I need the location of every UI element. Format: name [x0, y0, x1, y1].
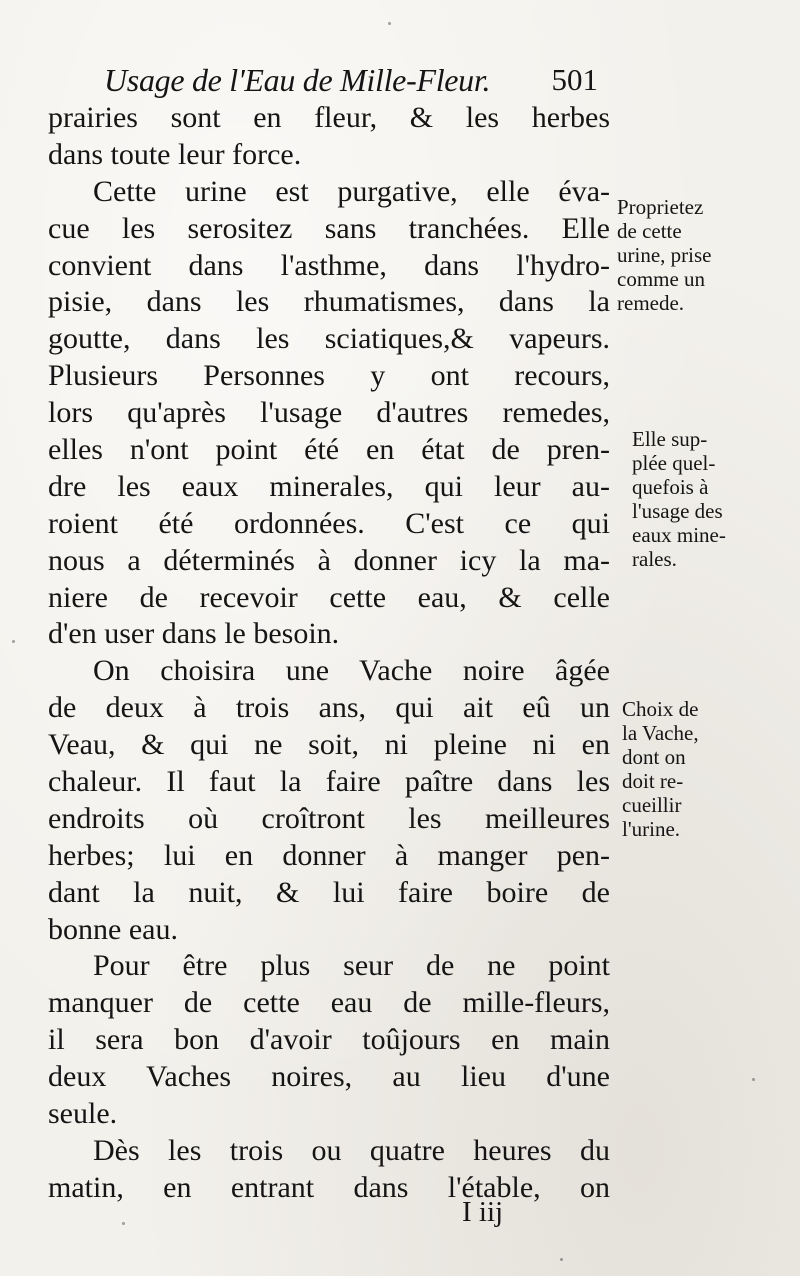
text-line: il sera bon d'avoir toûjours en main [48, 1023, 610, 1057]
margin-note-supplee [632, 427, 772, 571]
paper-speck [12, 640, 15, 643]
margin-note-line: comme un [617, 267, 706, 291]
text-line: Veau, & qui ne soit, ni pleine ni en [48, 728, 610, 762]
text-line: dans toute leur force. [48, 137, 302, 171]
margin-note-line: cueillir [622, 793, 682, 817]
text-line: Plusieurs Personnes y ont recours, [48, 359, 610, 393]
margin-note-proprietez [617, 195, 757, 315]
paper-speck [752, 1078, 755, 1081]
text-line: Pour être plus seur de ne point [93, 949, 610, 983]
text-line: elles n'ont point été en état de pren- [48, 433, 610, 467]
body-text [48, 100, 610, 1207]
text-line: niere de recevoir cette eau, & celle [48, 580, 610, 614]
margin-note-line: plée quel- [632, 451, 716, 475]
text-line: dre les eaux minerales, qui leur au- [48, 469, 610, 503]
margin-note-line: rales. [632, 547, 677, 571]
text-line: d'en user dans le besoin. [48, 617, 340, 651]
signature-mark: I iij [462, 1196, 504, 1228]
text-line: lors qu'après l'usage d'autres remedes, [48, 396, 610, 430]
text-line: chaleur. Il faut la faire paître dans les [48, 765, 610, 799]
paper-speck [388, 22, 391, 25]
text-line: bonne eau. [48, 912, 178, 946]
margin-note-line: doit re- [622, 769, 684, 793]
text-line: herbes; lui en donner à manger pen- [48, 838, 610, 872]
margin-note-line: de cette [617, 219, 682, 243]
margin-note-line: dont on [622, 745, 686, 769]
text-line: goutte, dans les sciatiques,& vapeurs. [48, 322, 610, 356]
text-line: matin, en entrant dans l'étable, on [48, 1170, 610, 1204]
text-line: On choisira une Vache noire âgée [93, 654, 610, 688]
margin-note-line: remede. [617, 291, 685, 315]
running-title: Usage de l'Eau de Mille-Fleur. [104, 62, 491, 98]
paper-speck [122, 1222, 125, 1225]
margin-note-line: l'urine. [622, 817, 681, 841]
page-number: 501 [551, 62, 598, 97]
page-header [104, 62, 604, 102]
text-line: seule. [48, 1097, 118, 1131]
text-line: de deux à trois ans, qui ait eû un [48, 691, 610, 725]
text-line: pisie, dans les rhumatismes, dans la [48, 285, 610, 319]
margin-note-line: eaux mine- [632, 523, 726, 547]
paper-speck [560, 1258, 563, 1261]
text-line: dant la nuit, & lui faire boire de [48, 875, 610, 909]
text-line: nous a déterminés à donner icy la ma- [48, 543, 610, 577]
margin-note-line: la Vache, [622, 721, 699, 745]
text-line: convient dans l'asthme, dans l'hydro- [48, 248, 610, 282]
text-line: Dès les trois ou quatre heures du [93, 1133, 610, 1167]
text-line: roient été ordonnées. C'est ce qui [48, 506, 610, 540]
margin-note-line: l'usage des [632, 499, 723, 523]
margin-note-line: urine, prise [617, 243, 712, 267]
margin-note-choix [622, 697, 762, 841]
text-line: endroits où croîtront les meilleures [48, 801, 610, 835]
text-line: cue les serositez sans tranchées. Elle [48, 211, 610, 245]
margin-note-line: Choix de [622, 697, 699, 721]
margin-note-line: Elle sup- [632, 427, 708, 451]
text-line: manquer de cette eau de mille-fleurs, [48, 986, 610, 1020]
margin-note-line: quefois à [632, 475, 709, 499]
text-line: deux Vaches noires, au lieu d'une [48, 1060, 610, 1094]
text-line: prairies sont en fleur, & les herbes [48, 101, 610, 134]
margin-note-line: Proprietez [617, 195, 704, 219]
text-line: Cette urine est purgative, elle éva- [93, 174, 610, 208]
